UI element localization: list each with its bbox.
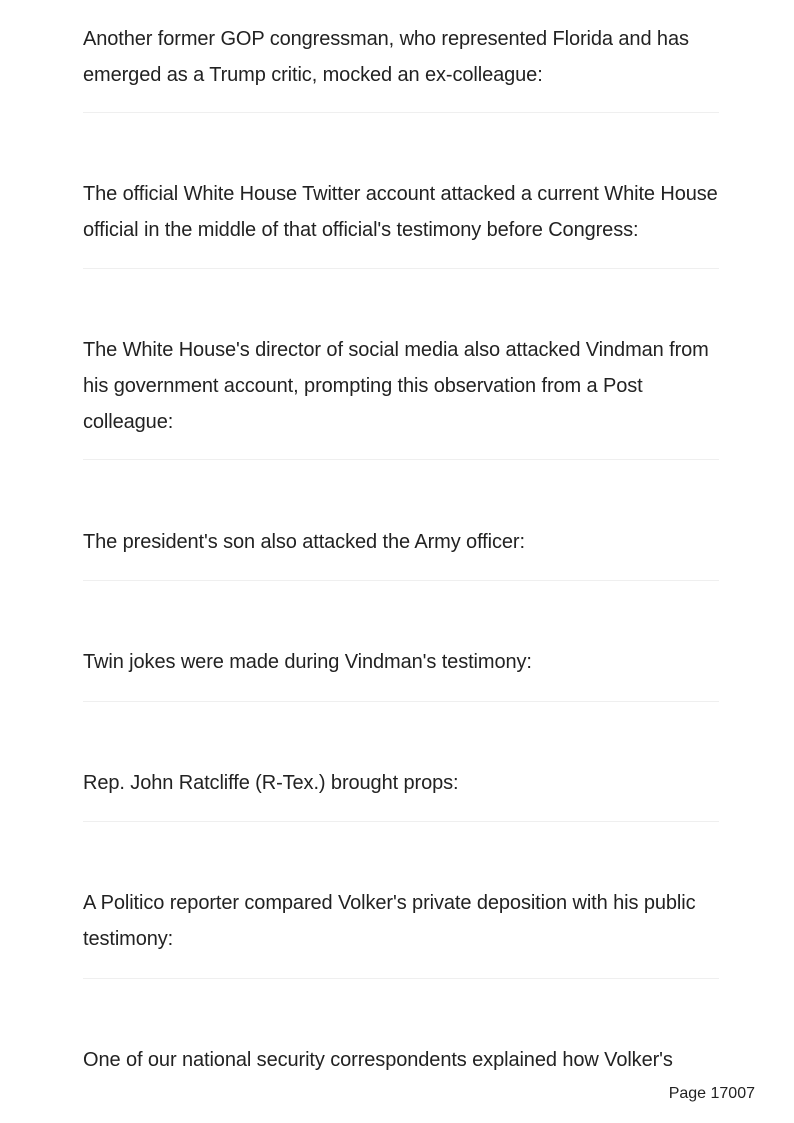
embed-divider xyxy=(83,112,719,113)
article-paragraph: Twin jokes were made during Vindman's testimony: xyxy=(83,651,532,673)
article-paragraph: The president's son also attacked the Army officer: xyxy=(83,531,525,553)
embed-divider xyxy=(83,701,719,702)
embed-divider xyxy=(83,978,719,979)
article-paragraph: Another former GOP congressman, who represented Florida and has emerged as a Trump critic, mocked an ex-colleague: xyxy=(83,28,689,86)
article-paragraph: One of our national security correspondents explained how Volker's xyxy=(83,1049,673,1071)
page-number: Page 17007 xyxy=(668,1085,755,1102)
article-paragraph: The White House's director of social media also attacked Vindman from his government account, prompting this observation from a Post colleague: xyxy=(83,339,709,433)
article-paragraph: Rep. John Ratcliffe (R-Tex.) brought props: xyxy=(83,772,459,794)
article-paragraph: The official White House Twitter account attacked a current White House official in the middle of that official's testimony before Congress: xyxy=(83,183,718,241)
embed-divider xyxy=(83,459,719,460)
article-paragraph: A Politico reporter compared Volker's private deposition with his public testimony: xyxy=(83,892,696,950)
embed-divider xyxy=(83,268,719,269)
embed-divider xyxy=(83,821,719,822)
embed-divider xyxy=(83,580,719,581)
